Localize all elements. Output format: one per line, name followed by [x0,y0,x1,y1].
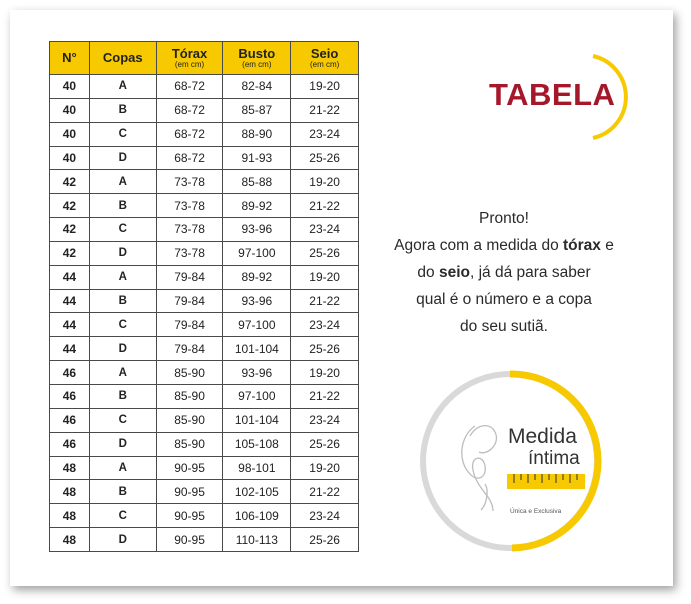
cell-seio: 21-22 [291,384,359,408]
cell-torax: 68-72 [156,75,223,99]
cell-seio: 23-24 [291,122,359,146]
cell-copa: B [89,98,156,122]
table-row [50,456,359,480]
header-busto: Busto (em cm) [223,42,291,75]
cell-numero: 42 [50,194,90,218]
message-line-4: qual é o número e a copa [416,291,592,308]
cell-busto: 88-90 [223,122,291,146]
cell-torax: 90-95 [156,480,223,504]
cell-busto: 102-105 [223,480,291,504]
cell-busto: 98-101 [223,456,291,480]
table-row [50,218,359,242]
cell-busto: 101-104 [223,408,291,432]
cell-seio: 23-24 [291,313,359,337]
cell-torax: 79-84 [156,289,223,313]
cell-seio: 21-22 [291,480,359,504]
table-row [50,313,359,337]
cell-torax: 85-90 [156,361,223,385]
cell-numero: 48 [50,480,90,504]
cell-copa: D [89,432,156,456]
header-seio: Seio (em cm) [291,42,359,75]
table-row [50,122,359,146]
header-copas: Copas [89,42,156,75]
cell-torax: 79-84 [156,265,223,289]
cell-copa: A [89,361,156,385]
cell-seio: 21-22 [291,289,359,313]
logo-tagline: Única e Exclusiva [510,508,562,515]
cell-busto: 93-96 [223,289,291,313]
cell-busto: 105-108 [223,432,291,456]
cell-torax: 85-90 [156,432,223,456]
cell-busto: 93-96 [223,361,291,385]
cell-busto: 106-109 [223,504,291,528]
header-numero: N° [50,42,90,75]
cell-busto: 89-92 [223,194,291,218]
table-row [50,361,359,385]
keyword-seio: seio [438,264,470,281]
table-row [50,432,359,456]
cell-seio: 21-22 [291,194,359,218]
cell-seio: 19-20 [291,265,359,289]
cell-copa: C [89,313,156,337]
table-row [50,194,359,218]
cell-torax: 90-95 [156,528,223,552]
cell-seio: 23-24 [291,408,359,432]
cell-numero: 42 [50,218,90,242]
cell-seio: 25-26 [291,337,359,361]
table-row [50,289,359,313]
cell-seio: 25-26 [291,528,359,552]
cell-busto: 82-84 [223,75,291,99]
cell-numero: 48 [50,456,90,480]
cell-seio: 25-26 [291,432,359,456]
table-row [50,265,359,289]
cell-copa: B [89,480,156,504]
header-torax: Tórax (em cm) [156,42,223,75]
cell-seio: 19-20 [291,361,359,385]
cell-numero: 44 [50,265,90,289]
cell-numero: 40 [50,146,90,170]
cell-seio: 21-22 [291,98,359,122]
cell-torax: 90-95 [156,504,223,528]
table-header [50,42,359,75]
cell-copa: D [89,146,156,170]
cell-torax: 85-90 [156,408,223,432]
size-table [49,41,359,552]
logo-title: Medida [508,425,577,448]
page-title: TABELA [489,77,616,112]
cell-copa: C [89,122,156,146]
cell-copa: C [89,218,156,242]
cell-seio: 23-24 [291,218,359,242]
table-row [50,408,359,432]
cell-numero: 40 [50,98,90,122]
cell-torax: 73-78 [156,241,223,265]
cell-torax: 68-72 [156,122,223,146]
keyword-torax: tórax [563,237,601,254]
cell-numero: 48 [50,528,90,552]
table-body [50,75,359,552]
cell-busto: 97-100 [223,241,291,265]
instruction-message [370,205,638,340]
table-row [50,337,359,361]
message-line-1: Pronto! [479,210,529,227]
cell-copa: B [89,384,156,408]
table-row [50,146,359,170]
cell-copa: B [89,194,156,218]
cell-numero: 40 [50,122,90,146]
cell-torax: 73-78 [156,170,223,194]
cell-busto: 91-93 [223,146,291,170]
table-row [50,75,359,99]
cell-busto: 85-87 [223,98,291,122]
cell-seio: 19-20 [291,456,359,480]
cell-copa: B [89,289,156,313]
table-row [50,98,359,122]
measuring-tape-icon [507,474,585,489]
cell-busto: 85-88 [223,170,291,194]
cell-busto: 110-113 [223,528,291,552]
logo-subtitle: íntima [528,448,580,469]
message-line-2: Agora com a medida do tórax e [394,237,614,254]
cell-seio: 25-26 [291,241,359,265]
table-row [50,528,359,552]
cell-seio: 19-20 [291,170,359,194]
cell-copa: A [89,75,156,99]
cell-copa: D [89,337,156,361]
cell-copa: C [89,504,156,528]
cell-copa: A [89,456,156,480]
cell-numero: 42 [50,241,90,265]
cell-numero: 44 [50,337,90,361]
cell-torax: 68-72 [156,146,223,170]
cell-copa: D [89,528,156,552]
cell-torax: 79-84 [156,337,223,361]
cell-numero: 46 [50,408,90,432]
cell-torax: 90-95 [156,456,223,480]
cell-copa: C [89,408,156,432]
cell-seio: 25-26 [291,146,359,170]
cell-seio: 23-24 [291,504,359,528]
cell-busto: 101-104 [223,337,291,361]
cell-busto: 97-100 [223,384,291,408]
table-row [50,241,359,265]
cell-busto: 93-96 [223,218,291,242]
cell-seio: 19-20 [291,75,359,99]
cell-torax: 85-90 [156,384,223,408]
cell-numero: 42 [50,170,90,194]
cell-copa: A [89,170,156,194]
cell-numero: 46 [50,432,90,456]
cell-busto: 97-100 [223,313,291,337]
cell-busto: 89-92 [223,265,291,289]
cell-torax: 73-78 [156,218,223,242]
table-row [50,504,359,528]
message-line-5: do seu sutiã. [460,318,548,335]
table-row [50,480,359,504]
cell-numero: 44 [50,289,90,313]
cell-torax: 79-84 [156,313,223,337]
message-line-3: do seio, já dá para saber [417,264,591,281]
cell-numero: 46 [50,361,90,385]
cell-copa: D [89,241,156,265]
cell-numero: 40 [50,75,90,99]
table-row [50,384,359,408]
cell-copa: A [89,265,156,289]
table-row [50,170,359,194]
cell-numero: 46 [50,384,90,408]
cell-torax: 68-72 [156,98,223,122]
cell-torax: 73-78 [156,194,223,218]
cell-numero: 44 [50,313,90,337]
cell-numero: 48 [50,504,90,528]
